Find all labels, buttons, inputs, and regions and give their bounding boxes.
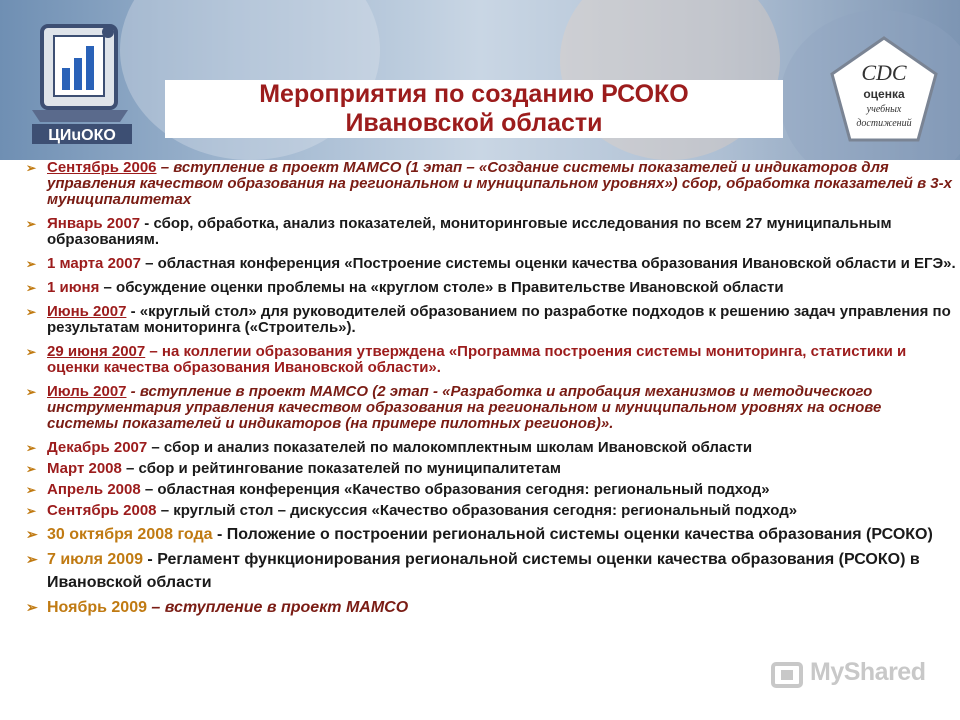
item-date: Апрель 2008 <box>47 481 141 498</box>
item-date: 29 июня 2007 <box>47 343 146 360</box>
title-line-1: Мероприятия по созданию РСОКО <box>259 80 689 108</box>
item-date: 7 июля 2009 <box>47 551 143 568</box>
watermark-text: MyShared <box>810 658 926 686</box>
list-item <box>26 160 956 208</box>
list-item <box>26 280 956 296</box>
item-date: Март 2008 <box>47 460 122 477</box>
bullet-arrow-icon: ➢ <box>26 161 37 175</box>
item-text: - сбор, обработка, анализ показателей, мониторинговые исследования по всем 27 муниципальным образованиям. <box>47 215 892 248</box>
cdc-logo <box>828 34 940 144</box>
item-date: 1 марта 2007 <box>47 255 141 272</box>
item-date: Июль 2007 <box>47 383 127 400</box>
cdc-sub2: учебных <box>866 104 902 115</box>
ciuoko-logo <box>28 22 136 146</box>
item-date: Сентябрь 2008 <box>47 502 157 519</box>
bullet-arrow-icon: ➢ <box>26 504 37 518</box>
watermark <box>770 656 950 696</box>
item-text: - «круглый стол» для руководителей образованием по разработке подходов к решению задач управления по результатам мониторинга («Строитель»). <box>47 303 951 336</box>
item-text: – вступление в проект МАМСО <box>146 599 409 616</box>
item-text: – сбор и анализ показателей по малокомплектным школам Ивановской области <box>147 439 753 456</box>
bullet-arrow-icon: ➢ <box>26 441 37 455</box>
slide-title <box>165 80 783 138</box>
list-item <box>26 304 956 336</box>
item-text: – вступление в проект МАМСО (1 этап – «Создание системы показателей и индикаторов для управления качеством образования на региональном и муниципальном уровнях») сбор, обработка показателей в 3-х муниципалитетах <box>47 159 952 208</box>
item-date: Январь 2007 <box>47 215 141 232</box>
bullet-arrow-icon: ➢ <box>26 345 37 359</box>
cdc-title: CDC <box>861 60 907 85</box>
item-date: 1 июня <box>47 279 100 296</box>
list-item <box>26 440 956 456</box>
list-item <box>26 344 956 376</box>
list-item <box>26 482 956 498</box>
bullet-arrow-icon: ➢ <box>26 305 37 319</box>
item-text: – областная конференция «Качество образования сегодня: региональный подход» <box>140 481 770 498</box>
item-date: Июнь 2007 <box>47 303 127 320</box>
item-text: – областная конференция «Построение системы оценки качества образования Ивановской области и ЕГЭ». <box>140 255 956 272</box>
bullet-arrow-icon: ➢ <box>26 483 37 497</box>
bullet-arrow-icon: ➢ <box>26 385 37 399</box>
watermark-icon <box>770 658 804 692</box>
list-item <box>26 596 956 619</box>
title-line-2: Ивановской области <box>345 109 603 137</box>
bullet-arrow-icon: ➢ <box>26 217 37 231</box>
list-item <box>26 503 956 519</box>
cdc-sub3: достижений <box>856 118 912 129</box>
item-date: Ноябрь 2009 <box>47 599 147 616</box>
list-item <box>26 256 956 272</box>
list-item <box>26 216 956 248</box>
item-text: – на коллегии образования утверждена «Программа построения системы мониторинга, статистики и оценки качества образования Ивановской области». <box>47 343 907 376</box>
bullet-arrow-icon: ➢ <box>26 281 37 295</box>
list-item <box>26 523 956 546</box>
item-date: Сентябрь 2006 <box>47 159 157 176</box>
bullet-arrow-icon: ➢ <box>26 599 38 615</box>
logo-text: ЦИuОКО <box>48 127 116 144</box>
item-text: - вступление в проект МАМСО (2 этап - «Разработка и апробация механизмов и методического инструментария управления качеством образования на региональном и муниципальном уровнях на основе системы показателей и индикаторов (на примере пилотных регионов)». <box>47 383 882 432</box>
bullet-arrow-icon: ➢ <box>26 462 37 476</box>
item-text: – круглый стол – дискуссия «Качество образования сегодня: региональный подход» <box>156 502 798 519</box>
item-date: 30 октября 2008 года <box>47 526 213 543</box>
bullet-arrow-icon: ➢ <box>26 526 38 542</box>
bullet-arrow-icon: ➢ <box>26 551 38 567</box>
item-text: – сбор и рейтингование показателей по муниципалитетам <box>121 460 561 477</box>
item-text: – обсуждение оценки проблемы на «круглом столе» в Правительстве Ивановской области <box>99 279 784 296</box>
list-item <box>26 461 956 477</box>
bullet-arrow-icon: ➢ <box>26 257 37 271</box>
item-text: - Положение о построении региональной системы оценки качества образования (РСОКО) <box>212 526 933 543</box>
cdc-sub1: оценка <box>863 87 905 101</box>
item-date: Декабрь 2007 <box>47 439 148 456</box>
list-item <box>26 384 956 432</box>
events-list <box>26 158 956 619</box>
item-text: - Регламент функционирования региональной системы оценки качества образования (РСОКО) в Ивановской области <box>47 551 920 591</box>
list-item <box>26 548 956 594</box>
